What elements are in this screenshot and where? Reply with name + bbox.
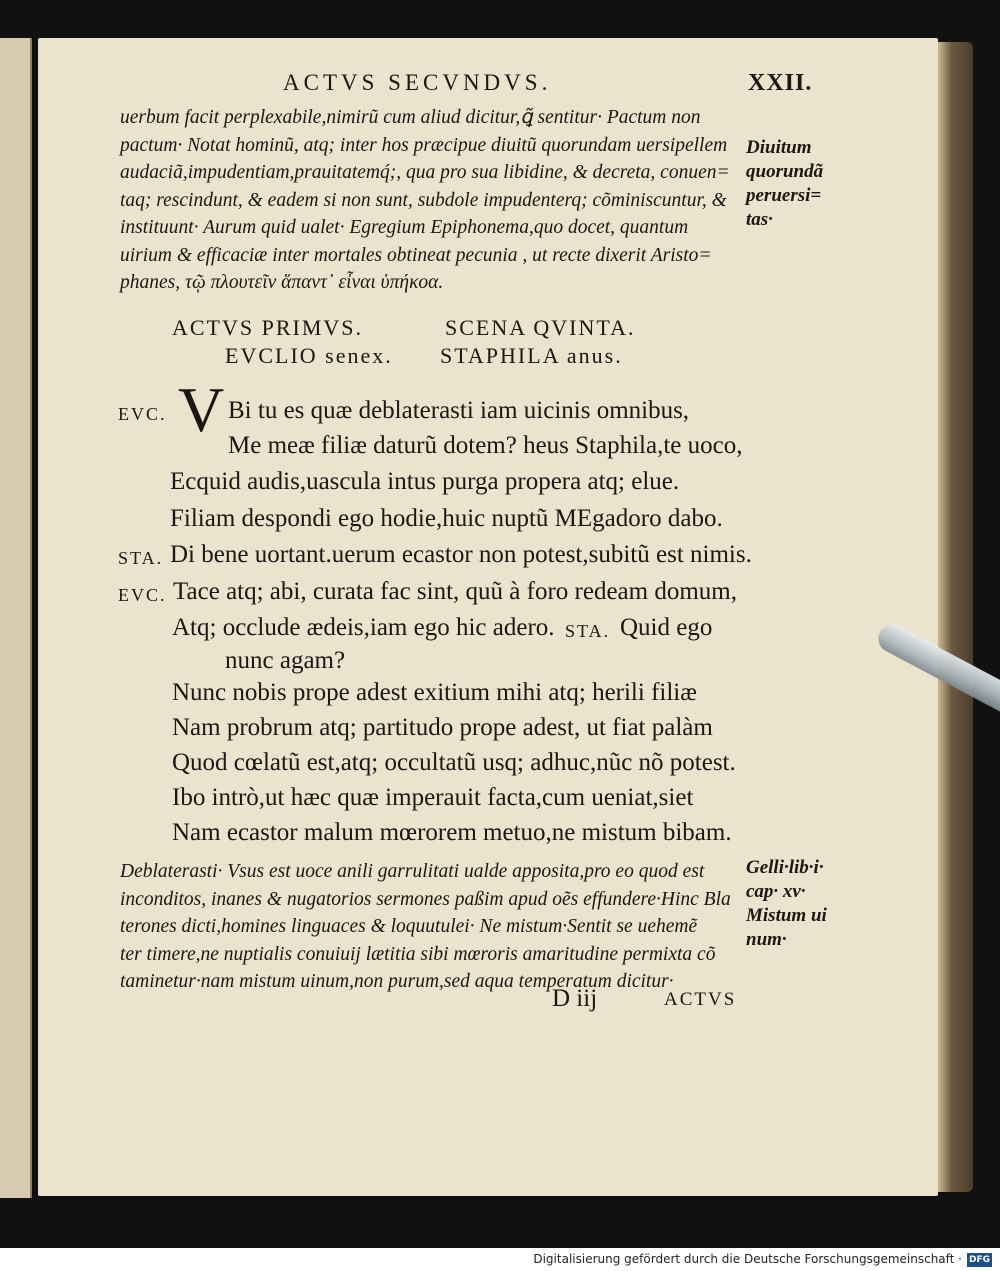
verse-line: Nam ecastor malum mœrorem metuo,ne mistum bibam. <box>172 819 732 846</box>
margin-note-line: peruersi= <box>746 185 822 206</box>
top-commentary <box>120 104 730 297</box>
margin-note-gellius <box>746 856 827 952</box>
margin-note-line: Gelli·lib·i· <box>746 857 824 878</box>
verse-line: Quod cœlatũ est,atq; occultatũ usq; adhuc,nũc nõ potest. <box>172 749 736 776</box>
verse-line: Filiam despondi ego hodie,huic nuptũ MEgadoro dabo. <box>170 505 723 532</box>
verse-line: Tace atq; abi, curata fac sint, quũ à foro redeam domum, <box>173 578 737 605</box>
commentary-line: uirium & efficaciæ inter mortales obtineat pecunia , ut recte dixerit Aristo= <box>120 244 712 266</box>
margin-note-line: Diuitum <box>746 137 812 158</box>
verse-line: Atq; occlude ædeis,iam ego hic adero. <box>172 614 555 641</box>
folio-number: XXII. <box>748 70 813 96</box>
margin-note-line: cap· xv· <box>746 881 806 902</box>
margin-note-line: num· <box>746 929 787 950</box>
facing-page-edge <box>0 38 32 1198</box>
verse-line: nunc agam? <box>225 647 346 674</box>
act-heading: ACTVS PRIMVS. <box>172 315 364 340</box>
verse-line: Nunc nobis prope adest exitium mihi atq; herili filiæ <box>172 679 697 706</box>
verse-line: Di bene uortant.uerum ecastor non potest,subitũ est nimis. <box>170 541 752 568</box>
margin-note-line: Mistum ui <box>746 905 827 926</box>
commentary-line: phanes, τῷ πλουτεῖν ἅπαντ᾽ εἶναι ὑπήκοα. <box>120 272 444 293</box>
verse-line: Nam probrum atq; partitudo prope adest, ut fiat palàm <box>172 714 713 741</box>
running-head: ACTVS SECVNDVS. <box>283 70 552 95</box>
commentary-line: audaciã,impudentiam,prauitatemq́;, qua pro sua libidine, & decreta, conuen= <box>120 162 730 183</box>
signature-mark: D iij <box>552 985 598 1012</box>
speaker-tag: EVC. <box>118 404 167 424</box>
digitization-credit: Digitalisierung gefördert durch die Deutsche Forschungsgemeinschaft · <box>533 1252 962 1266</box>
speaker-tag: STA. <box>565 621 611 641</box>
verse-line: Ibo intrò,ut hæc quæ imperauit facta,cum ueniat,siet <box>172 784 694 811</box>
commentary-line: inconditos, inanes & nugatorios sermones paßim apud oẽs effundere·Hinc Bla <box>120 888 731 910</box>
commentary-line: uerbum facit perplexabile,nimirũ cum aliud dicitur,ꝗ̃ sentitur· Pactum non <box>120 107 701 128</box>
speaker-heading-euclio: EVCLIO senex. <box>225 343 393 368</box>
verse-line: Ecquid audis,uascula intus purga propera atq; elue. <box>170 468 680 495</box>
commentary-line: instituunt· Aurum quid ualet· Egregium Epiphonema,quo docet, quantum <box>120 217 689 238</box>
commentary-line: pactum· Notat hominũ, atq; inter hos præcipue diuitũ quorundam uersipellem <box>120 134 728 156</box>
verse-line: Me meæ filiæ daturũ dotem? heus Staphila,te uoco, <box>228 432 743 459</box>
lower-commentary <box>120 858 731 996</box>
margin-note-line: quorundã <box>746 161 824 182</box>
commentary-line: Deblaterasti· Vsus est uoce anili garrulitati ualde apposita,pro eo quod est <box>120 861 705 882</box>
dfg-logo-icon: DFG <box>968 1255 990 1265</box>
drop-initial: V <box>178 374 225 445</box>
verse-line: Bi tu es quæ deblaterasti iam uicinis omnibus, <box>228 397 690 424</box>
commentary-line: terones dicti,homines linguaces & loquutulei· Ne mistum·Sentit se uehemẽ <box>120 916 698 937</box>
speaker-tag: EVC. <box>118 585 167 605</box>
speaker-tag: STA. <box>118 548 164 568</box>
scene-heading: SCENA QVINTA. <box>445 315 636 340</box>
margin-note-line: tas· <box>746 209 773 230</box>
catchword: ACTVS <box>664 989 737 1010</box>
margin-note-diuitum <box>746 136 823 232</box>
commentary-line: taq; rescindunt, & eadem si non sunt, subdole impudenterq; cõminiscuntur, & <box>120 189 727 211</box>
speaker-heading-staphila: STAPHILA anus. <box>440 343 623 368</box>
commentary-line: ter timere,ne nuptialis conuiuij lætitia sibi mœroris amaritudine permixta cõ <box>120 943 716 965</box>
commentary-line: taminetur·nam mistum uinum,non purum,sed aqua temperatum dicitur· <box>120 971 674 992</box>
verse-line: Quid ego <box>620 614 713 641</box>
